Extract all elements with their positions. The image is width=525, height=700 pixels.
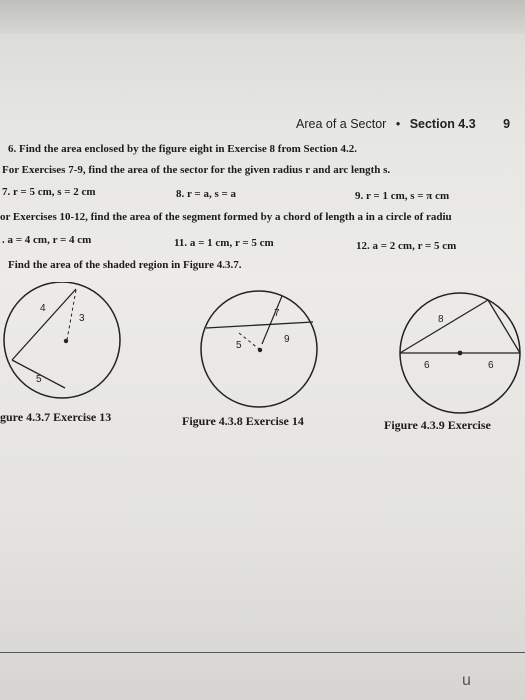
header-title: Area of a Sector [296, 117, 387, 131]
footer-mark: u [462, 672, 471, 689]
fig1-label-4: 4 [40, 303, 46, 314]
header-section: Section 4.3 [409, 117, 476, 131]
fig2-center-dot [258, 348, 262, 352]
exercise-8: 8. r = a, s = a [176, 188, 237, 200]
fig3-chord [400, 300, 488, 353]
fig3-label-6-right: 6 [488, 360, 494, 371]
page-number: 9 [503, 117, 511, 131]
header-bullet: • [395, 117, 401, 131]
exercise-11: 11. a = 1 cm, r = 5 cm [174, 237, 274, 249]
caption-figure-4-3-9: Figure 4.3.9 Exercise [384, 418, 491, 432]
exercise-9: 9. r = 1 cm, s = π cm [355, 190, 450, 202]
caption-figure-4-3-7: gure 4.3.7 Exercise 13 [0, 410, 112, 424]
fig2-dashed-radius [239, 333, 259, 349]
fig1-chord-top [12, 289, 76, 360]
exercise-7: 7. r = 5 cm, s = 2 cm [2, 186, 96, 198]
exercise-10: . a = 4 cm, r = 4 cm [2, 234, 92, 246]
exercise-6: 6. Find the area enclosed by the figure eight in Exercise 8 from Section 4.2. [8, 143, 358, 155]
fig2-segment-9 [262, 296, 282, 344]
fig2-chord [206, 322, 313, 328]
figure-4-3-9 [390, 288, 525, 418]
fig1-circle [4, 282, 120, 398]
figure-4-3-8 [196, 286, 336, 416]
page-top-shadow [0, 0, 525, 34]
fig3-label-6-left: 6 [424, 360, 430, 371]
running-header [296, 117, 510, 131]
exercises-7-9-intro: For Exercises 7-9, find the area of the sector for the given radius r and arc length s. [2, 164, 391, 176]
fig3-center-dot [458, 351, 463, 356]
page-bottom-rule [0, 652, 525, 653]
exercise-13-intro: Find the area of the shaded region in Figure 4.3.7. [8, 259, 242, 271]
fig3-chord-side [488, 300, 520, 353]
fig3-label-8: 8 [438, 314, 444, 325]
figure-4-3-7 [0, 282, 140, 402]
fig2-label-7: 7 [274, 308, 280, 319]
caption-figure-4-3-8: Figure 4.3.8 Exercise 14 [182, 414, 304, 428]
fig2-label-5: 5 [236, 340, 242, 351]
fig1-center-dot [64, 339, 68, 343]
fig1-label-3: 3 [79, 313, 85, 324]
fig1-label-5: 5 [36, 374, 42, 385]
exercise-12: 12. a = 2 cm, r = 5 cm [356, 240, 457, 252]
exercises-10-12-intro: or Exercises 10-12, find the area of the segment formed by a chord of length a in a circle of radiu [0, 211, 452, 223]
fig2-label-9: 9 [284, 334, 290, 345]
